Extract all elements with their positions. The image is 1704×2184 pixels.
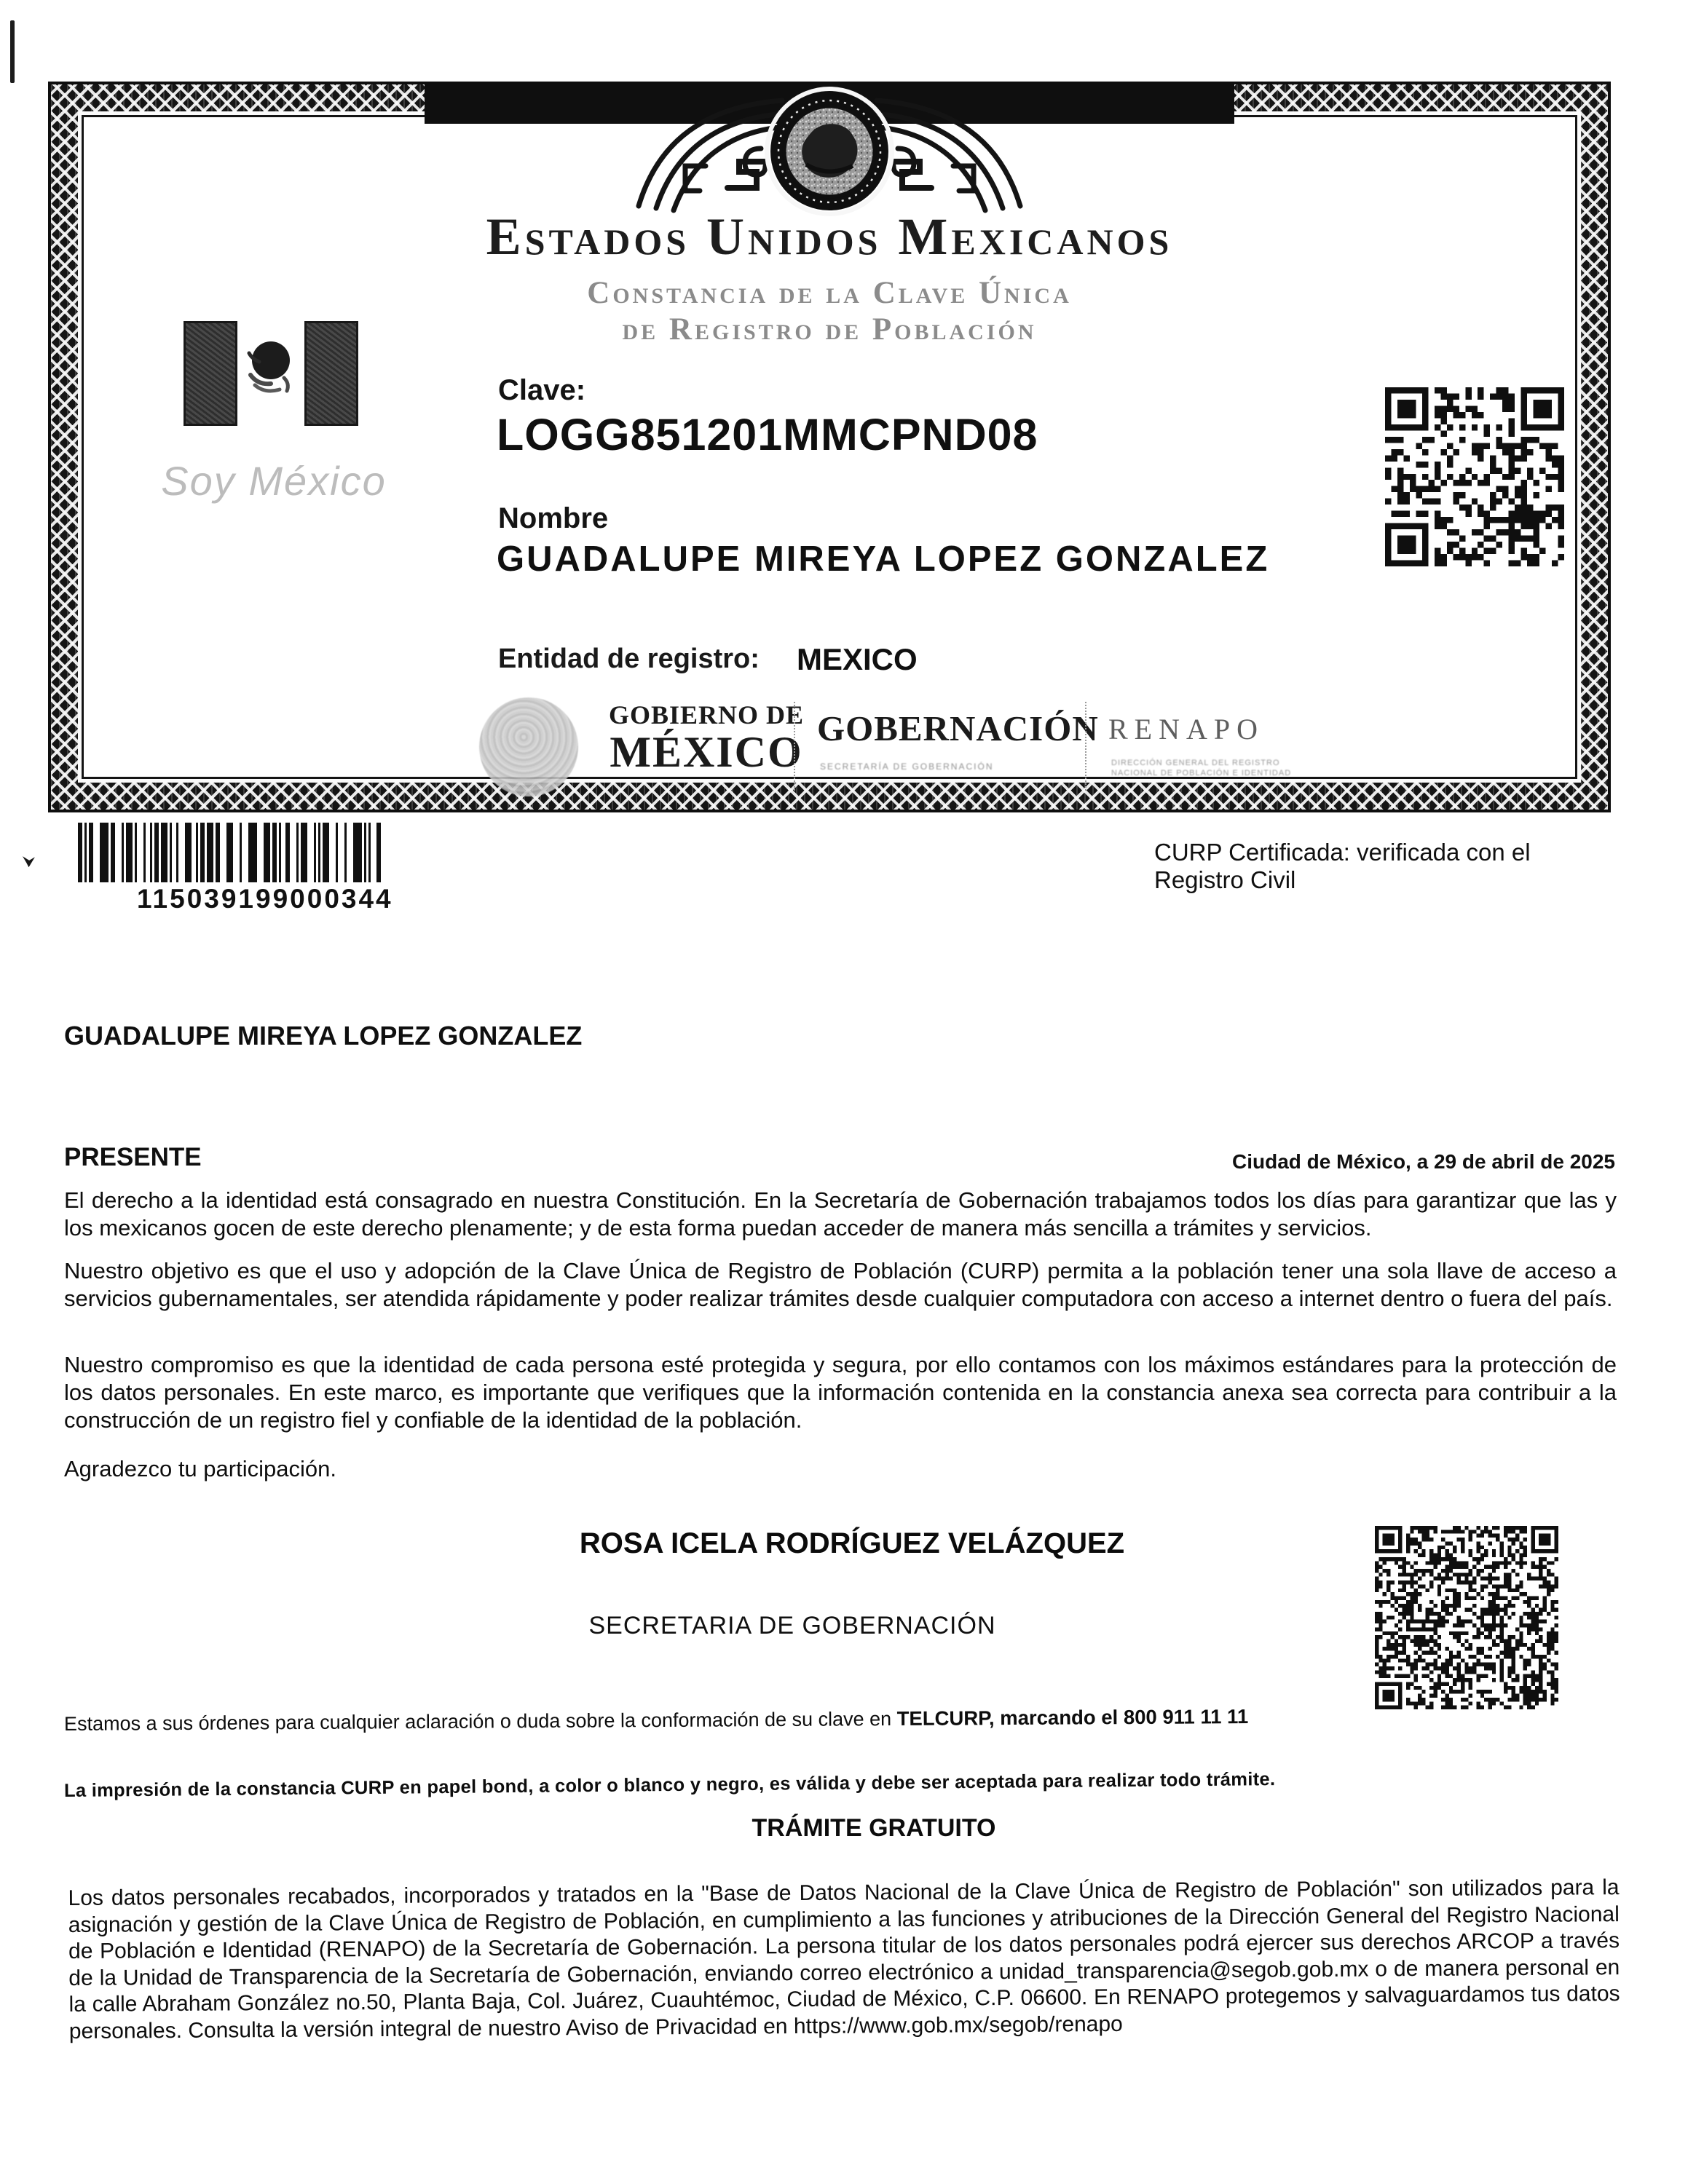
certificate-title: Estados Unidos Mexicanos xyxy=(486,207,1173,266)
entidad-label: Entidad de registro: xyxy=(498,644,760,674)
gobernacion-logo: GOBERNACIÓN xyxy=(817,708,1099,748)
soy-mexico-watermark: Soy México xyxy=(161,458,387,504)
certificate-subtitle-line1: Constancia de la Clave Única xyxy=(587,276,1072,310)
verification-qr-code xyxy=(1375,1526,1558,1709)
renapo-subtitle-line1: DIRECCIÓN GENERAL DEL REGISTRO xyxy=(1111,759,1280,767)
gobierno-de-mexico-seal-icon xyxy=(479,697,578,796)
letter-date: Ciudad de México, a 29 de abril de 2025 xyxy=(1232,1150,1615,1173)
privacy-notice: Los datos personales recabados, incorporados y tratados en la "Base de Datos Nacional de la Clave Única de Registro de Población" son utilizados para la asignación y gestión de la Clave Única de Registro de Población, en cumplimiento a las funciones y atribuciones de la Dirección General del Registro Nacional de Población e Identidad (RENAPO) de la Secretaría de Gobernación. La persona titular de los datos personales podrá ejercer sus derechos ARCOP a través de la Unidad de Transparencia de la Secretaría de Gobernación, enviando correo electrónico a unidad_transparencia@segob.gob.mx o de manera personal en la calle Abraham González no.50, Planta Baja, Col. Juárez, Cuauhtémoc, Ciudad de México, C.P. 06600. En RENAPO protegemos y salvaguardamos tus datos personales. Consulta la versión integral de nuestro Aviso de Privacidad en https://www.gob.mx/segob/renapo xyxy=(68,1875,1620,2043)
nombre-value: GUADALUPE MIREYA LOPEZ GONZALEZ xyxy=(497,539,1270,579)
signer-title: SECRETARIA DE GOBERNACIÓN xyxy=(588,1612,996,1639)
mexican-flag-icon xyxy=(184,321,358,426)
curp-certified-note: CURP Certificada: verificada con el Registro Civil xyxy=(1154,839,1531,893)
renapo-logo-subtitle xyxy=(1111,758,1291,778)
logo-divider xyxy=(1085,702,1086,791)
contact-line-text: Estamos a sus órdenes para cualquier aclaración o duda sobre la conformación de su clave en xyxy=(63,1708,897,1735)
letter-paragraph-3: Nuestro compromiso es que la identidad de cada persona esté protegida y segura, por ello contamos con los máximos estándares para la protección de los datos personales. En este marco, es importante que verifiques que la información contenida en la constancia anexa sea correcta para contribuir a la construcción de un registro fiel y confiable de la identidad de la población. xyxy=(64,1352,1617,1433)
certificate-qr-code xyxy=(1385,387,1564,566)
clave-label: Clave: xyxy=(498,374,586,406)
contact-line-phone: TELCURP, marcando el 800 911 11 11 xyxy=(896,1705,1249,1730)
letter-presente: PRESENTE xyxy=(64,1143,202,1171)
print-validity-note: La impresión de la constancia CURP en papel bond, a color o blanco y negro, es válida y debe ser aceptada para realizar todo trámite. xyxy=(63,1769,1276,1801)
national-seal-icon xyxy=(618,79,1041,228)
renapo-logo: RENAPO xyxy=(1108,713,1265,745)
curp-certificate-card xyxy=(48,82,1611,812)
barcode-number: 115039199000344 xyxy=(137,884,393,914)
letter-paragraph-2: Nuestro objetivo es que el uso y adopción de la Clave Única de Registro de Población (CURP) permita a la población tener una sola llave de acceso a servicios gubernamentales, ser atendida rápidamente y poder realizar trámites desde cualquier computadora con acceso a internet dentro o fuera del país. xyxy=(64,1258,1617,1311)
barcode xyxy=(76,823,382,882)
flag-red-bar xyxy=(304,321,358,426)
flag-eagle-icon xyxy=(237,321,304,426)
gobierno-de-mexico-logo xyxy=(583,700,830,775)
signer-name: ROSA ICELA RODRÍGUEZ VELÁZQUEZ xyxy=(579,1527,1125,1559)
nombre-label: Nombre xyxy=(498,502,609,534)
pen-check-mark xyxy=(21,855,35,868)
free-procedure-note: TRÁMITE GRATUITO xyxy=(752,1814,996,1842)
contact-line xyxy=(64,1705,1248,1736)
renapo-subtitle-line2: NACIONAL DE POBLACIÓN E IDENTIDAD xyxy=(1111,769,1292,778)
entidad-value: MEXICO xyxy=(797,642,918,676)
gobierno-logo-line1: GOBIERNO DE xyxy=(608,700,805,729)
gobernacion-logo-subtitle: SECRETARÍA DE GOBERNACIÓN xyxy=(820,761,994,772)
flag-green-bar xyxy=(184,321,237,426)
letter-recipient-name: GUADALUPE MIREYA LOPEZ GONZALEZ xyxy=(64,1021,583,1051)
letter-thanks-line: Agradezco tu participación. xyxy=(64,1456,336,1481)
scan-edge-artifact xyxy=(10,20,15,83)
certificate-subtitle-line2: de Registro de Población xyxy=(622,312,1037,347)
logo-divider xyxy=(794,702,795,791)
letter-paragraph-1: El derecho a la identidad está consagrado en nuestra Constitución. En la Secretaría de Gobernación trabajamos todos los días para garantizar que las y los mexicanos gocen de este derecho plenamente; y de esta forma puedan acceder de manera más sencilla a trámites y servicios. xyxy=(64,1187,1617,1241)
curp-value: LOGG851201MMCPND08 xyxy=(497,410,1038,459)
gobierno-logo-line2: MÉXICO xyxy=(610,728,803,776)
